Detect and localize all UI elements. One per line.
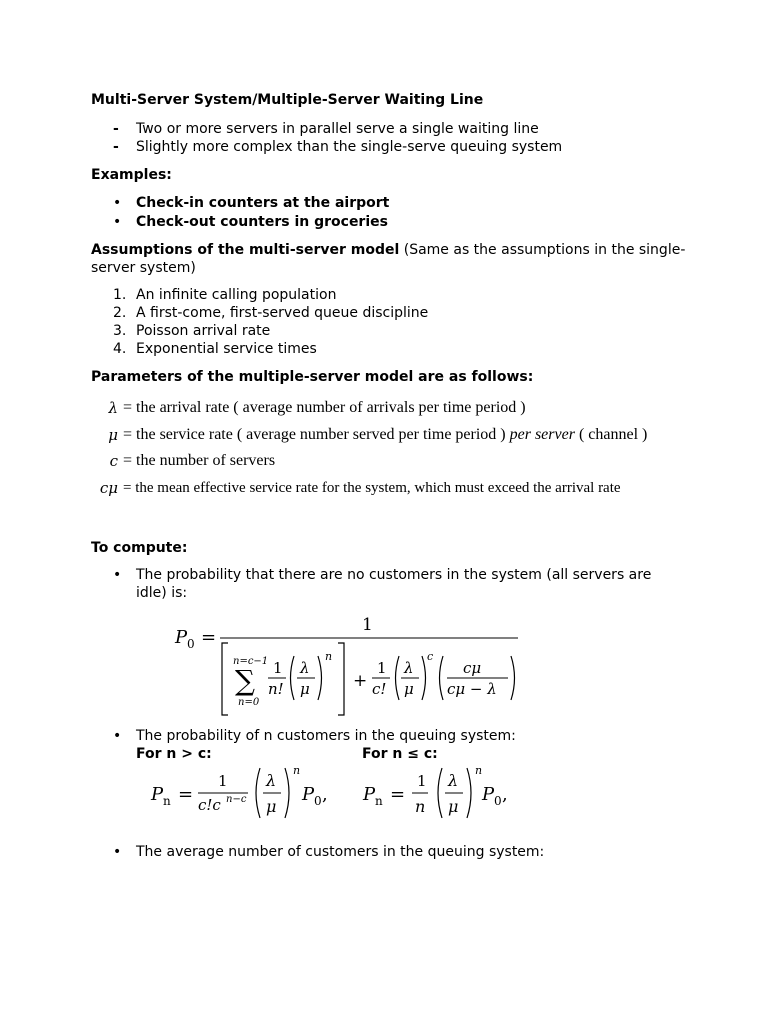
one-label: 1	[417, 772, 427, 790]
c-mu: cμ	[463, 659, 482, 677]
lambda-symbol: λ	[266, 771, 277, 790]
pn-symbol: P	[363, 784, 376, 805]
paren-close	[422, 656, 426, 700]
c-mu-minus-lambda: cμ − λ	[447, 680, 497, 698]
p0-formula	[170, 610, 530, 720]
one-label: 1	[377, 659, 387, 677]
page-heading: Multi-Server System/Multiple-Server Waiting Line	[91, 92, 484, 108]
examples-heading: Examples:	[91, 167, 172, 183]
exponent-n-minus-c: n−c	[226, 794, 247, 805]
mu-symbol: μ	[266, 797, 277, 816]
assumptions-note-cont: server system)	[91, 260, 196, 276]
plus-sign: +	[353, 671, 368, 691]
c-factorial: c!	[372, 680, 387, 698]
bullet-marker: •	[113, 195, 122, 211]
dash-marker: -	[113, 139, 119, 155]
assumptions-line1	[91, 241, 685, 259]
mu-symbol: μ	[404, 680, 414, 698]
list-number: 3.	[113, 323, 127, 339]
list-number: 1.	[113, 287, 127, 303]
left-bracket	[222, 643, 228, 715]
pn-subscript: n	[163, 794, 171, 808]
case-n-le-c: For n ≤ c:	[362, 746, 438, 762]
avg-description: The average number of customers in the queuing system:	[136, 844, 545, 860]
intro-item: Slightly more complex than the single-serve queuing system	[136, 139, 563, 155]
paren-close	[285, 768, 289, 818]
c-factorial-c: c!c	[198, 796, 221, 814]
assumption-item: A first-come, first-served queue discipline	[136, 305, 429, 321]
assumption-item: Exponential service times	[136, 341, 317, 357]
lambda-symbol: λ	[448, 771, 459, 790]
p0-symbol: P	[175, 627, 188, 648]
assumptions-title: Assumptions of the multi-server model	[91, 242, 400, 258]
exponent-n: n	[293, 764, 301, 777]
p0-symbol: P	[482, 784, 495, 805]
paren-open	[256, 768, 260, 818]
numerator-one: 1	[362, 615, 373, 635]
param-symbol: λ	[108, 399, 118, 417]
n-symbol: n	[415, 797, 426, 816]
case-n-greater-c: For n > c:	[136, 746, 212, 762]
paren-open	[291, 656, 295, 700]
equals-sign: =	[178, 784, 194, 805]
paren-open	[438, 768, 442, 818]
paren-open	[396, 656, 400, 700]
p0-symbol: P	[302, 784, 315, 805]
list-number: 4.	[113, 341, 127, 357]
bullet-marker: •	[113, 728, 122, 744]
assumption-item: An infinite calling population	[136, 287, 337, 303]
param-definition: = the number of servers	[123, 452, 276, 469]
comma: ,	[502, 784, 508, 805]
param-symbol: c	[109, 452, 118, 470]
lambda-symbol: λ	[300, 659, 310, 677]
paren-close	[318, 656, 322, 700]
parameters-heading: Parameters of the multiple-server model are as follows:	[91, 369, 534, 385]
intro-item: Two or more servers in parallel serve a single waiting line	[136, 121, 539, 137]
p0-description-cont: idle) is:	[136, 585, 188, 601]
exponent-c: c	[427, 650, 434, 663]
example-item: Check-in counters at the airport	[136, 195, 390, 211]
pn-formula-greater	[148, 760, 348, 830]
comma: ,	[322, 784, 328, 805]
p0-subscript: 0	[187, 637, 195, 651]
p0-subscript: 0	[494, 794, 502, 808]
right-bracket	[338, 643, 344, 715]
n-factorial: n!	[268, 680, 284, 698]
sum-upper-limit: n=c−1	[233, 656, 269, 667]
equals-sign: =	[201, 627, 217, 648]
one-label: 1	[218, 772, 228, 790]
one-label: 1	[273, 659, 283, 677]
mu-symbol: μ	[448, 797, 459, 816]
param-definition-tail: ( channel )	[578, 426, 648, 443]
equals-sign: =	[390, 784, 406, 805]
mu-symbol: μ	[300, 680, 310, 698]
example-item: Check-out counters in groceries	[136, 214, 388, 230]
compute-heading: To compute:	[91, 540, 188, 556]
p0-subscript: 0	[314, 794, 322, 808]
param-definition-row	[123, 426, 647, 444]
list-number: 2.	[113, 305, 127, 321]
bullet-marker: •	[113, 214, 122, 230]
paren-close	[467, 768, 471, 818]
param-symbol: μ	[108, 426, 118, 444]
pn-subscript: n	[375, 794, 383, 808]
param-definition: = the service rate ( average number served per time period )	[123, 426, 506, 443]
bullet-marker: •	[113, 844, 122, 860]
sigma-symbol: ∑	[235, 664, 255, 697]
paren-close	[511, 656, 515, 700]
pn-description: The probability of n customers in the queuing system:	[136, 728, 516, 744]
pn-symbol: P	[151, 784, 164, 805]
exponent-n: n	[475, 764, 483, 777]
bullet-marker: •	[113, 567, 122, 583]
param-definition: = the arrival rate ( average number of arrivals per time period )	[123, 399, 526, 416]
assumption-item: Poisson arrival rate	[136, 323, 271, 339]
sum-lower-limit: n=0	[238, 697, 260, 708]
dash-marker: -	[113, 121, 119, 137]
param-symbol: cμ	[99, 479, 118, 497]
param-definition: = the mean effective service rate for the system, which must exceed the arrival rate	[123, 480, 621, 496]
paren-open	[440, 656, 444, 700]
exponent-n: n	[325, 650, 333, 663]
p0-description: The probability that there are no customers in the system (all servers are	[136, 567, 652, 583]
param-emphasis: per server	[509, 426, 575, 443]
assumptions-note: (Same as the assumptions in the single-	[403, 242, 686, 258]
pn-formula-less-equal	[360, 760, 530, 830]
lambda-symbol: λ	[404, 659, 414, 677]
